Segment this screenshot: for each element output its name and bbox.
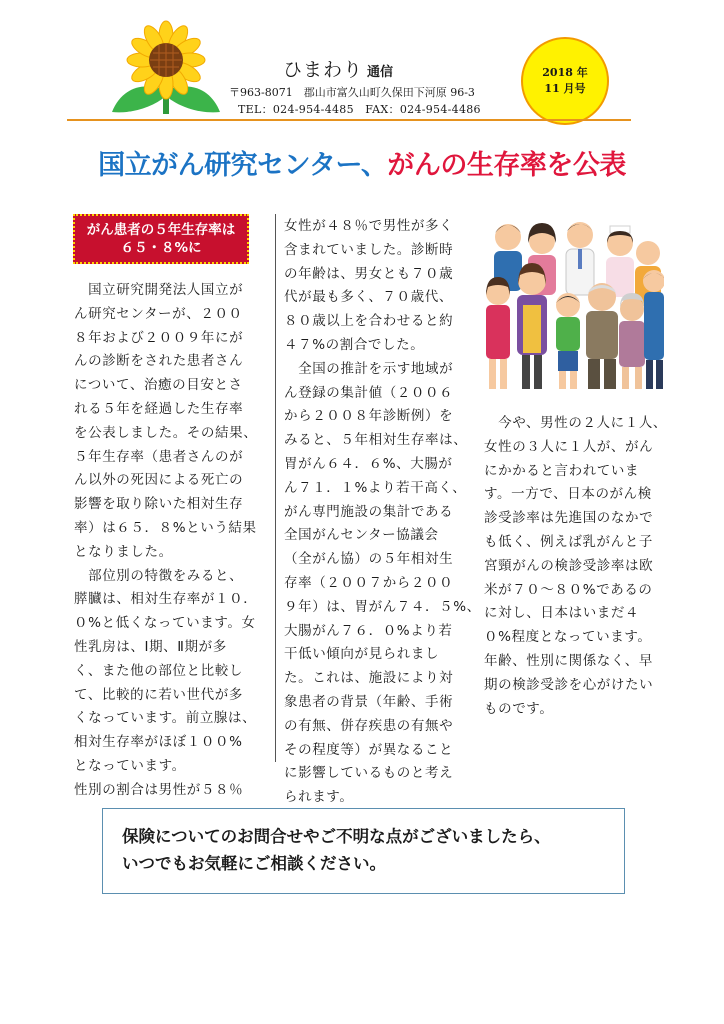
survival-rate-callout (73, 214, 249, 264)
contact-notice-line2: いつでもお気軽にご相談ください。 (122, 854, 386, 873)
text-line: となりました。 (74, 543, 173, 560)
header-divider (67, 119, 631, 121)
text-line: んの診断をされた患者さん (74, 353, 244, 370)
text-line: 米が７０～８０%であるの (484, 581, 653, 598)
text-line: に影響しているものと考え (284, 765, 454, 782)
text-line: 部位別の特徴をみると、 (74, 567, 244, 584)
text-line: も低く、例えば乳がんと子 (484, 533, 653, 550)
text-line: ん７１．１%より若干高く、 (284, 479, 467, 496)
text-line: 全国がんセンター協議会 (284, 527, 439, 544)
headline-part1: 国立がん研究センター、 (98, 150, 388, 181)
text-line: 今や、男性の２人に１人、 (484, 415, 668, 431)
text-line: 年齢、性別に関係なく、早 (484, 652, 653, 669)
text-line: に対し、日本はいまだ４ (484, 605, 640, 622)
article-column-3 (484, 412, 667, 721)
text-line: がん専門施設の集計である (284, 503, 454, 520)
text-line: を公表しました。その結果、 (74, 424, 258, 441)
callout-line1: がん患者の５年生存率は (86, 222, 236, 238)
text-line: 代が最も多く、７０歳代、 (284, 289, 453, 306)
text-line: にかかると言われていま (484, 462, 640, 479)
text-line: ０%程度となっています。 (484, 629, 652, 646)
text-line: （全がん協）の５年相対生 (284, 551, 454, 568)
text-line: 宮頸がんの検診受診率は欧 (484, 557, 654, 574)
text-line: 全国の推計を示す地域が (284, 360, 454, 377)
text-line: ９年）は、胃がん７４．５%、 (284, 598, 481, 615)
text-line: の年齢は、男女とも７０歳 (284, 265, 454, 282)
issue-year: 2018 年 (542, 66, 588, 79)
newsletter-title (283, 55, 393, 82)
issue-date-badge (521, 37, 609, 125)
article-column-2 (284, 215, 481, 810)
text-line: 含まれていました。診断時 (284, 241, 454, 258)
text-line: 期の検診受診を心がけたい (484, 676, 654, 693)
newsletter-title-main: ひまわり (283, 59, 364, 81)
text-line: く、また他の部位と比較し (74, 662, 243, 679)
text-line: ０%と低くなっています。女 (74, 615, 256, 632)
text-line: られます。 (284, 789, 354, 806)
text-line: の有無、併存疾患の有無や (284, 717, 454, 734)
text-line: 相対生存率がほぼ１００% (74, 734, 243, 751)
text-line: ん研究センターが、２００ (74, 305, 243, 322)
text-line: 率）は６５．８%という結果 (74, 519, 257, 536)
headline (0, 143, 724, 182)
article-column-1 (74, 279, 257, 803)
text-line: 膵臓は、相対生存率が１０． (74, 591, 258, 608)
text-line: 存率（２００７から２００ (284, 574, 454, 591)
text-line: 大腸がん７６．０%より若 (284, 622, 453, 639)
text-line: 女性が４８％で男性が多く (284, 218, 454, 234)
text-line: 女性の３人に１人が、がん (484, 438, 654, 455)
text-line: について、治癒の目安とさ (74, 377, 243, 394)
text-line: ８年および２００９年にが (74, 329, 244, 346)
text-line: ５年生存率（患者さんのが (74, 448, 244, 465)
text-line: す。一方で、日本のがん検 (484, 486, 652, 503)
headline-part2: がんの生存率を公表 (387, 150, 626, 181)
text-line: ４７%の割合でした。 (284, 336, 425, 353)
callout-line2: ６５・８%に (120, 240, 202, 256)
text-line: た。これは、施設により対 (284, 670, 454, 687)
text-line: ８０歳以上を合わせると約 (284, 313, 454, 330)
text-line: ん登録の集計値（２００６ (284, 384, 454, 401)
text-line: 国立研究開発法人国立が (74, 282, 244, 298)
issue-month: 11 月号 (544, 82, 586, 95)
newsletter-title-suffix: 通信 (367, 65, 394, 80)
text-line: その程度等）が異なること (284, 741, 454, 758)
column-divider (275, 214, 276, 762)
text-line: くなっています。前立腺は、 (74, 710, 257, 727)
address: 〒963-8071 郡山市富久山町久保田下河原 96-3 (229, 86, 475, 99)
text-line: 性別の割合は男性が５８％ (74, 781, 244, 798)
contact-notice-line1: 保険についてのお問合せやご不明な点がございましたら、 (122, 827, 551, 846)
text-line: みると、５年相対生存率は、 (284, 432, 468, 449)
text-line: て、比較的に若い世代が多 (74, 686, 243, 703)
text-line: 象患者の背景（年齢、手術 (284, 693, 454, 710)
text-line: 胃がん６４．６%、大腸が (284, 455, 453, 472)
text-line: となっています。 (74, 757, 186, 774)
contact-notice-box (102, 808, 625, 894)
text-line: れる５年を経過した生存率 (74, 400, 244, 417)
text-line: 影響を取り除いた相対生存 (74, 496, 244, 513)
sunflower-logo-icon (108, 20, 224, 116)
text-line: から２００８年診断例）を (284, 408, 454, 425)
text-line: 診受診率は先進国のなかで (484, 510, 654, 527)
text-line: ものです。 (484, 700, 554, 717)
text-line: 性乳房は、Ⅰ期、Ⅱ期が多 (74, 638, 227, 655)
text-line: 干低い傾向が見られまし (284, 646, 440, 663)
tel-fax: TEL：024-954-4485 FAX：024-954-4486 (238, 103, 481, 116)
text-line: ん以外の死因による死亡の (74, 472, 244, 489)
people-group-illustration (484, 213, 664, 393)
